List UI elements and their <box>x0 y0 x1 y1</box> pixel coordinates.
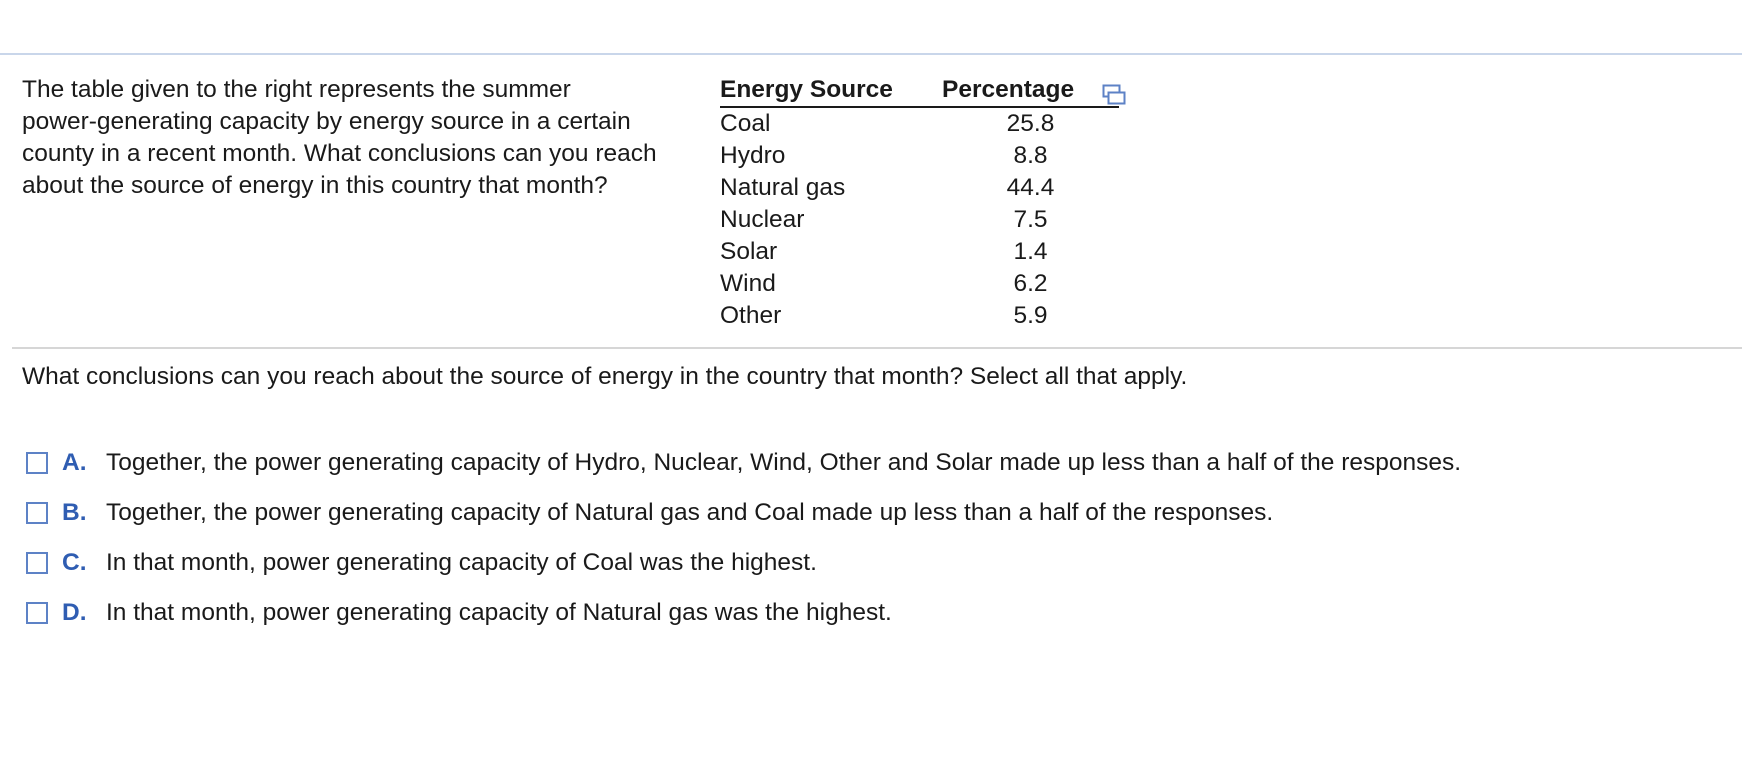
percentage-cell: 44.4 <box>1006 174 1055 201</box>
header-percentage: Percentage <box>942 74 1119 107</box>
table-row <box>720 107 1119 140</box>
energy-source-cell: Other <box>720 302 782 329</box>
energy-source-cell: Hydro <box>720 142 786 169</box>
option-d-checkbox[interactable] <box>26 602 48 624</box>
table-row <box>720 172 1119 204</box>
option-letter: B. <box>62 499 87 526</box>
option-letter: A. <box>62 449 87 476</box>
option-text: In that month, power generating capacity of Natural gas was the highest. <box>106 599 892 626</box>
question-text: What conclusions can you reach about the source of energy in the country that month? Select all that apply. <box>22 363 1188 390</box>
header-energy-source: Energy Source <box>720 74 942 107</box>
option-a[interactable] <box>26 438 1461 488</box>
percentage-cell: 5.9 <box>1013 302 1048 329</box>
table-row <box>720 204 1119 236</box>
percentage-cell: 25.8 <box>1006 110 1055 137</box>
option-text: Together, the power generating capacity of Hydro, Nuclear, Wind, Other and Solar made up less than a half of the responses. <box>106 449 1462 476</box>
section-divider <box>12 347 1742 349</box>
answer-options <box>26 438 1461 638</box>
energy-source-table <box>720 74 1119 332</box>
problem-statement <box>22 74 712 202</box>
option-letter: C. <box>62 549 87 576</box>
table-row <box>720 300 1119 332</box>
energy-source-cell: Solar <box>720 238 778 265</box>
option-b[interactable] <box>26 488 1461 538</box>
table-row <box>720 236 1119 268</box>
percentage-cell: 7.5 <box>1013 206 1048 233</box>
table-row <box>720 140 1119 172</box>
percentage-cell: 1.4 <box>1013 238 1048 265</box>
option-c[interactable] <box>26 538 1461 588</box>
energy-source-cell: Natural gas <box>720 174 846 201</box>
energy-source-cell: Wind <box>720 270 776 297</box>
table-row <box>720 268 1119 300</box>
option-text: In that month, power generating capacity of Coal was the highest. <box>106 549 817 576</box>
energy-source-cell: Coal <box>720 110 771 137</box>
percentage-cell: 8.8 <box>1013 142 1048 169</box>
option-a-checkbox[interactable] <box>26 452 48 474</box>
percentage-cell: 6.2 <box>1013 270 1048 297</box>
option-d[interactable] <box>26 588 1461 638</box>
copy-table-icon[interactable] <box>1102 84 1126 106</box>
table-header-row <box>720 74 1119 107</box>
energy-source-cell: Nuclear <box>720 206 805 233</box>
option-text: Together, the power generating capacity of Natural gas and Coal made up less than a half of the responses. <box>106 499 1274 526</box>
option-b-checkbox[interactable] <box>26 502 48 524</box>
top-divider <box>0 53 1742 55</box>
problem-statement-line: power-generating capacity by energy source in a certain <box>22 108 631 135</box>
problem-statement-line: county in a recent month. What conclusions can you reach <box>22 140 657 167</box>
option-c-checkbox[interactable] <box>26 552 48 574</box>
option-letter: D. <box>62 599 87 626</box>
problem-statement-line: about the source of energy in this country that month? <box>22 172 608 199</box>
problem-statement-line: The table given to the right represents the summer <box>22 76 571 103</box>
